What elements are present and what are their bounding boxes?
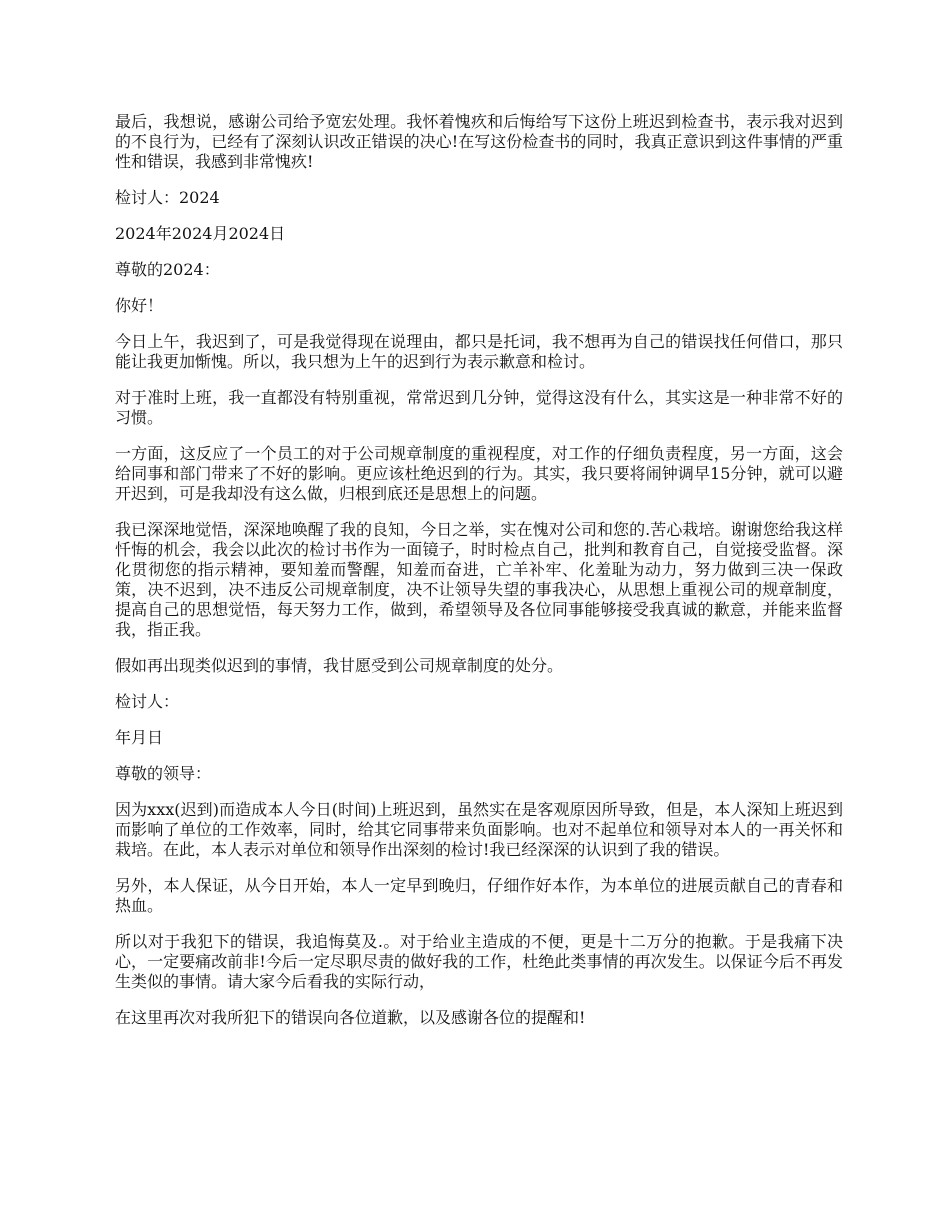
paragraph-penalty: 假如再出现类似迟到的事情，我甘愿受到公司规章制度的处分。 <box>115 656 564 675</box>
salutation: 尊敬的2024： <box>115 260 220 279</box>
signature-line-2: 检讨人： <box>115 692 180 711</box>
signature-line: 检讨人：2024 <box>115 188 220 207</box>
paragraph-closing-thanks: 最后，我想说，感谢公司给予宽宏处理。我怀着愧疚和后悔给写下这份上班迟到检查书，表示我对迟到的不良行为，已经有了深刻认识改正错误的决心!在写这份检查书的同时，我真正意识到这件事情的严重性和错误，我感到非常愧疚! <box>115 112 843 171</box>
greeting: 你好！ <box>115 296 164 315</box>
paragraph-reflection: 我已深深地觉悟，深深地唤醒了我的良知，今日之举，实在愧对公司和您的.苦心栽培。谢谢您给我这样忏悔的机会，我会以此次的检讨书作为一面镜子，时时检点自己，批判和教育自己，自觉接受监督。深化贯彻您的指示精神，要知羞而警醒，知羞而奋进，亡羊补牢、化羞耻为动力，努力做到三决一保政策，决不迟到，决不违反公司规章制度，决不让领导失望的事我决心，从思想上重视公司的规章制度，提高自己的思想觉悟，每天努力工作，做到，希望领导及各位同事能够接受我真诚的歉意，并能来监督我，指正我。 <box>115 520 843 639</box>
paragraph-impact: 一方面，这反应了一个员工的对于公司规章制度的重视程度，对工作的仔细负责程度，另一方面，这会给同事和部门带来了不好的影响。更应该杜绝迟到的行为。其实，我只要将闹钟调早15分钟，就可以避开迟到，可是我却没有这么做，归根到底还是思想上的问题。 <box>115 444 843 503</box>
salutation-2: 尊敬的领导： <box>115 764 212 783</box>
paragraph-morning-late: 今日上午，我迟到了，可是我觉得现在说理由，都只是托词，我不想再为自己的错误找任何借口，那只能让我更加惭愧。所以，我只想为上午的迟到行为表示歉意和检讨。 <box>115 332 843 371</box>
paragraph-regret: 所以对于我犯下的错误，我追悔莫及.。对于给业主造成的不便，更是十二万分的抱歉。于是我痛下决心，一定要痛改前非!今后一定尽职尽责的做好我的工作，杜绝此类事情的再次发生。以保证今后不再发生类似的事情。请大家今后看我的实际行动， <box>115 932 843 991</box>
paragraph-reason: 因为xxx(迟到)而造成本人今日(时间)上班迟到，虽然实在是客观原因所导致，但是，本人深知上班迟到而影响了单位的工作效率，同时，给其它同事带来负面影响。也对不起单位和领导对本人的一再关怀和栽培。在此，本人表示对单位和领导作出深刻的检讨!我已经深深的认识到了我的错误。 <box>115 800 843 859</box>
paragraph-promise: 另外，本人保证，从今日开始，本人一定早到晚归，仔细作好本作，为本单位的进展贡献自己的青春和热血。 <box>115 876 843 915</box>
paragraph-apology: 在这里再次对我所犯下的错误向各位道歉，以及感谢各位的提醒和! <box>115 1008 586 1027</box>
document-body <box>115 112 843 1044</box>
date-line-2: 年月日 <box>115 728 164 747</box>
date-line: 2024年2024月2024日 <box>115 224 286 243</box>
paragraph-punctuality: 对于准时上班，我一直都没有特别重视，常常迟到几分钟，觉得这没有什么，其实这是一种非常不好的习惯。 <box>115 388 843 427</box>
